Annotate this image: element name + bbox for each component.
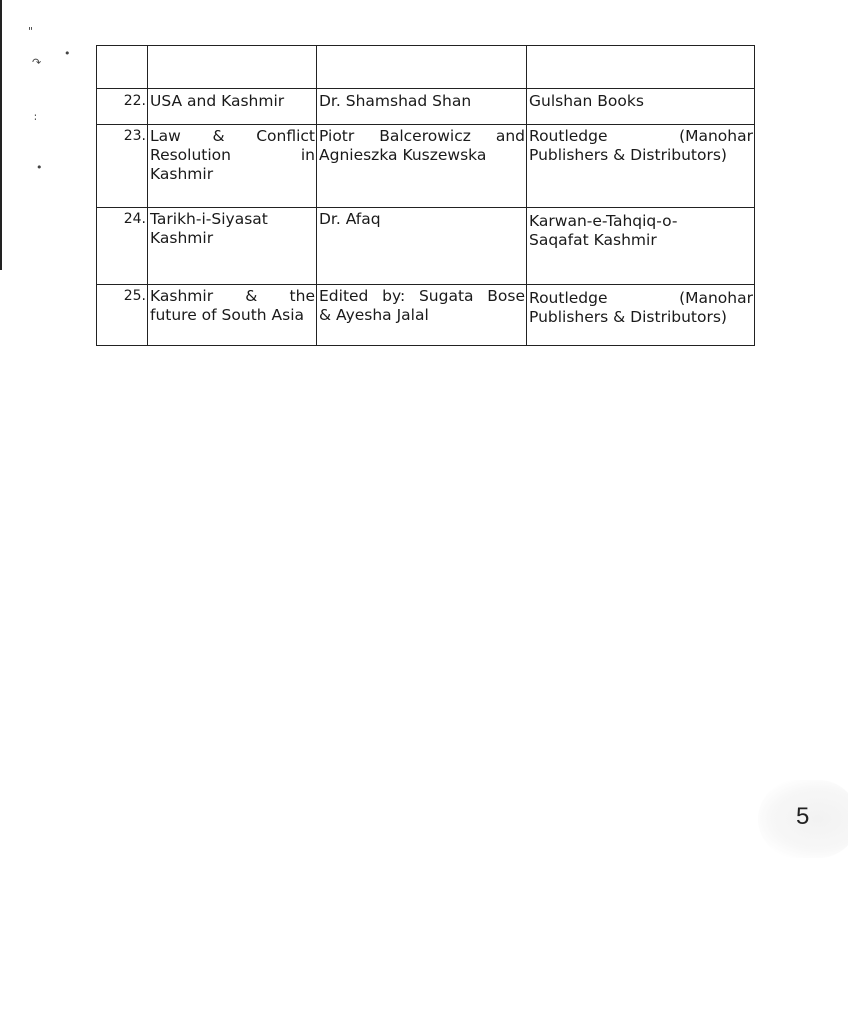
scan-speck: ∶ xyxy=(34,111,37,124)
scan-speck: • xyxy=(64,47,71,60)
table-cell xyxy=(527,46,755,89)
publisher-line: Saqafat Kashmir xyxy=(529,231,657,249)
table-row xyxy=(97,46,755,89)
publisher-line: Publishers & Distributors) xyxy=(529,146,727,164)
author-line: Piotr Balcerowicz and xyxy=(319,127,525,145)
title-line: future of South Asia xyxy=(150,306,305,324)
publisher-line: Routledge (Manohar xyxy=(529,127,753,145)
serial-number: 23. xyxy=(97,125,148,208)
book-publisher xyxy=(527,285,755,346)
table-row xyxy=(97,125,755,208)
scan-speck: ↷ xyxy=(32,56,42,69)
publisher-line: Routledge (Manohar xyxy=(529,289,753,307)
book-author xyxy=(317,285,527,346)
title-line: Tarikh-i-Siyasat xyxy=(150,210,268,228)
serial-number: 22. xyxy=(97,89,148,125)
title-line: Kashmir xyxy=(150,229,214,247)
page-number: 5 xyxy=(796,803,810,830)
table-row xyxy=(97,285,755,346)
book-author: Dr. Shamshad Shan xyxy=(317,89,527,125)
scan-speck: • xyxy=(36,161,43,174)
book-publisher: Gulshan Books xyxy=(527,89,755,125)
author-line: Agnieszka Kuszewska xyxy=(319,146,487,164)
book-publisher xyxy=(527,208,755,285)
table-cell xyxy=(97,46,148,89)
book-title xyxy=(148,208,317,285)
scan-speck: " xyxy=(28,25,34,38)
author-line: Edited by: Sugata Bose xyxy=(319,287,525,305)
title-line: Law & Conflict xyxy=(150,127,315,145)
publisher-line: Publishers & Distributors) xyxy=(529,308,727,326)
book-title xyxy=(148,285,317,346)
title-line: Resolution in xyxy=(150,146,315,164)
book-title: USA and Kashmir xyxy=(148,89,317,125)
serial-number: 24. xyxy=(97,208,148,285)
book-publisher xyxy=(527,125,755,208)
title-line: Kashmir xyxy=(150,165,214,183)
table-cell xyxy=(148,46,317,89)
publisher-line: Karwan-e-Tahqiq-o- xyxy=(529,212,678,230)
table-row xyxy=(97,89,755,125)
books-table xyxy=(96,45,755,346)
title-line: Kashmir & the xyxy=(150,287,315,305)
book-author: Dr. Afaq xyxy=(317,208,527,285)
scan-left-edge xyxy=(0,0,2,270)
serial-number: 25. xyxy=(97,285,148,346)
table-cell xyxy=(317,46,527,89)
table-row xyxy=(97,208,755,285)
author-line: & Ayesha Jalal xyxy=(319,306,429,324)
book-title xyxy=(148,125,317,208)
book-author xyxy=(317,125,527,208)
